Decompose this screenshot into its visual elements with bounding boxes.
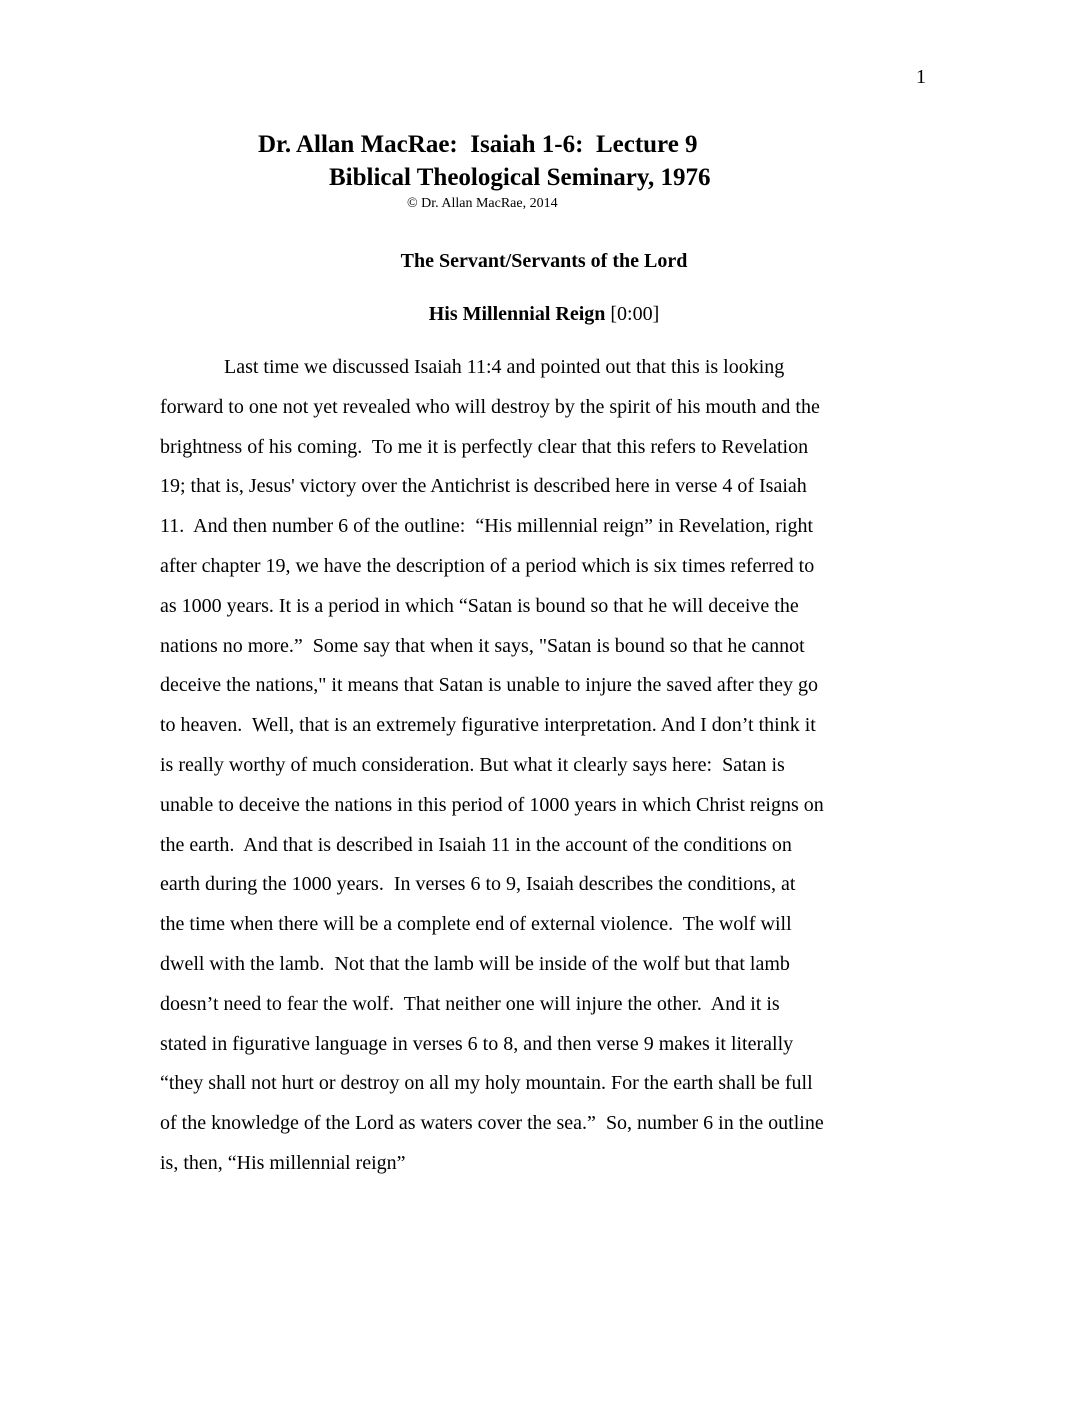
body-line: the earth. And that is described in Isaiah 11 in the account of the conditions on	[160, 833, 792, 856]
body-line: of the knowledge of the Lord as waters cover the sea.” So, number 6 in the outline	[160, 1112, 824, 1135]
lecture-body	[160, 352, 930, 1188]
copyright-notice: © Dr. Allan MacRae, 2014	[407, 196, 558, 211]
body-line: brightness of his coming. To me it is perfectly clear that this refers to Revelation	[160, 435, 809, 458]
page-number: 1	[916, 66, 926, 88]
body-line: the time when there will be a complete end of external violence. The wolf will	[160, 913, 792, 936]
body-line: stated in figurative language in verses 6 to 8, and then verse 9 makes it literally	[160, 1032, 794, 1055]
seminary-title: Biblical Theological Seminary, 1976	[329, 164, 711, 191]
subheading-text: His Millennial Reign	[428, 303, 606, 325]
subheading-timestamp: [0:00]	[605, 303, 660, 325]
body-line: dwell with the lamb. Not that the lamb will be inside of the wolf but that lamb	[160, 952, 790, 975]
body-line: as 1000 years. It is a period in which “Satan is bound so that he will deceive the	[160, 594, 799, 617]
body-line: to heaven. Well, that is an extremely figurative interpretation. And I don’t think it	[160, 714, 816, 737]
lecture-title: Dr. Allan MacRae: Isaiah 1-6: Lecture 9	[258, 131, 698, 158]
body-line: forward to one not yet revealed who will destroy by the spirit of his mouth and the	[160, 395, 820, 418]
body-line: is, then, “His millennial reign”	[160, 1151, 406, 1174]
body-line: nations no more.” Some say that when it says, "Satan is bound so that he cannot	[160, 634, 805, 657]
body-line: 11. And then number 6 of the outline: “His millennial reign” in Revelation, right	[160, 515, 814, 538]
body-line: doesn’t need to fear the wolf. That neither one will injure the other. And it is	[160, 992, 780, 1015]
body-line: Last time we discussed Isaiah 11:4 and pointed out that this is looking	[224, 356, 785, 378]
body-line: deceive the nations," it means that Satan is unable to injure the saved after they go	[160, 674, 818, 697]
body-line: unable to deceive the nations in this period of 1000 years in which Christ reigns on	[160, 793, 824, 816]
body-line: “they shall not hurt or destroy on all my holy mountain. For the earth shall be full	[160, 1072, 813, 1095]
body-line: 19; that is, Jesus' victory over the Antichrist is described here in verse 4 of Isaiah	[160, 475, 807, 498]
body-line: earth during the 1000 years. In verses 6 to 9, Isaiah describes the conditions, at	[160, 873, 796, 896]
section-heading: The Servant/Servants of the Lord	[400, 250, 688, 272]
body-line: is really worthy of much consideration. But what it clearly says here: Satan is	[160, 753, 785, 776]
section-subheading	[0, 303, 1088, 326]
body-line: after chapter 19, we have the description of a period which is six times referred to	[160, 554, 815, 577]
